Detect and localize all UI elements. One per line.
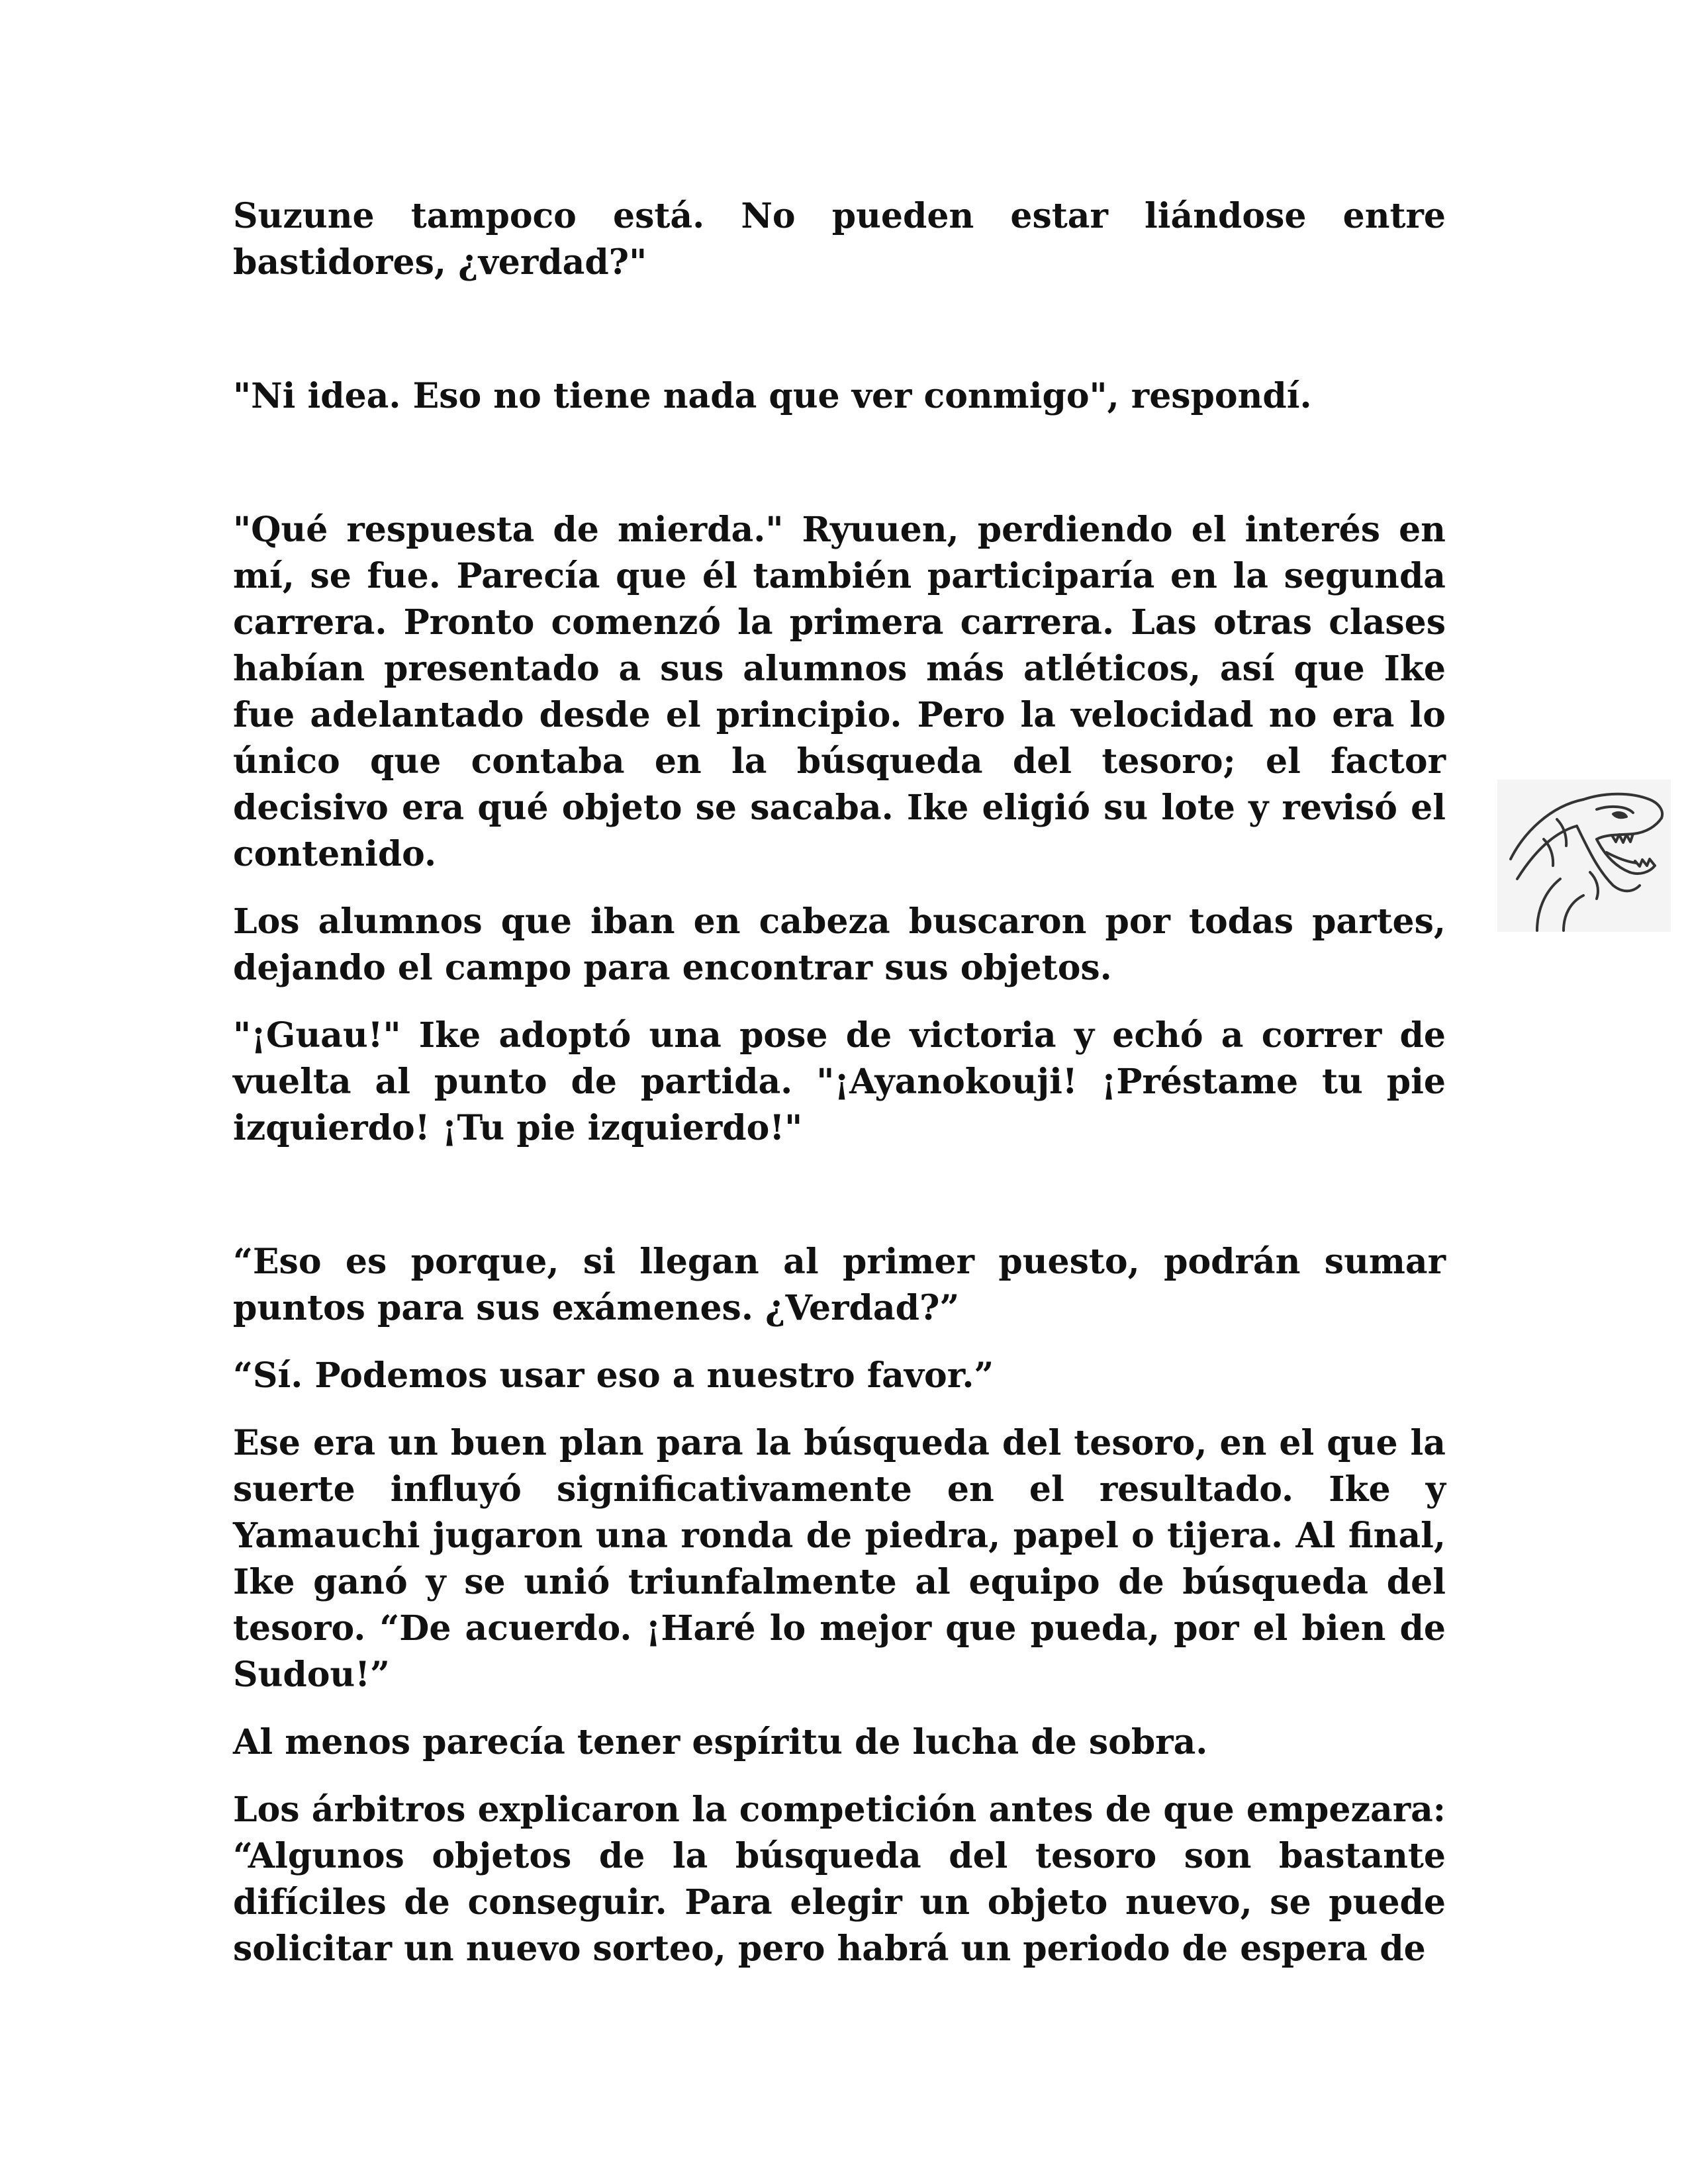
- paragraph: "¡Guau!" Ike adoptó una pose de victoria y echó a correr de vuelta al punto de partida. "¡Ayanokouji! ¡Préstame tu pie izquierdo! ¡Tu pie izquierdo!": [233, 1015, 1446, 1148]
- paragraph: Al menos parecía tener espíritu de lucha de sobra.: [233, 1722, 1208, 1762]
- paragraph: "Qué respuesta de mierda." Ryuuen, perdiendo el interés en mí, se fue. Parecía que él también participaría en la segunda carrera. Pronto comenzó la primera carrera. Las otras clases habían presentado a sus alumnos más atléticos, así que Ike fue adelantado desde el principio. Pero la velocidad no era lo único que contaba en la búsqueda del tesoro; el factor decisivo era qué objeto se sacaba. Ike eligió su lote y revisó el contenido.: [233, 510, 1446, 874]
- dinosaur-head-sketch-icon: [1497, 780, 1671, 932]
- paragraph: "Ni idea. Eso no tiene nada que ver conmigo", respondí.: [233, 376, 1312, 416]
- paragraph: Suzune tampoco está. No pueden estar liándose entre bastidores, ¿verdad?": [233, 196, 1446, 283]
- paragraph: Los alumnos que iban en cabeza buscaron por todas partes, dejando el campo para encontrar sus objetos.: [233, 901, 1446, 988]
- paragraph: Ese era un buen plan para la búsqueda del tesoro, en el que la suerte influyó significativamente en el resultado. Ike y Yamauchi jugaron una ronda de piedra, papel o tijera. Al final, Ike ganó y se unió triunfalmente al equipo de búsqueda del tesoro. “De acuerdo. ¡Haré lo mejor que pueda, por el bien de Sudou!”: [233, 1423, 1446, 1695]
- paragraph: Los árbitros explicaron la competición antes de que empezara: “Algunos objetos de la búsqueda del tesoro son bastante difíciles de conseguir. Para elegir un objeto nuevo, se puede solicitar un nuevo sorteo, pero habrá un periodo de espera de: [233, 1790, 1446, 1969]
- body-text: [233, 193, 1446, 1972]
- paragraph: “Eso es porque, si llegan al primer puesto, podrán sumar puntos para sus exámenes. ¿Verdad?”: [233, 1242, 1446, 1328]
- paragraph: “Sí. Podemos usar eso a nuestro favor.”: [233, 1355, 994, 1396]
